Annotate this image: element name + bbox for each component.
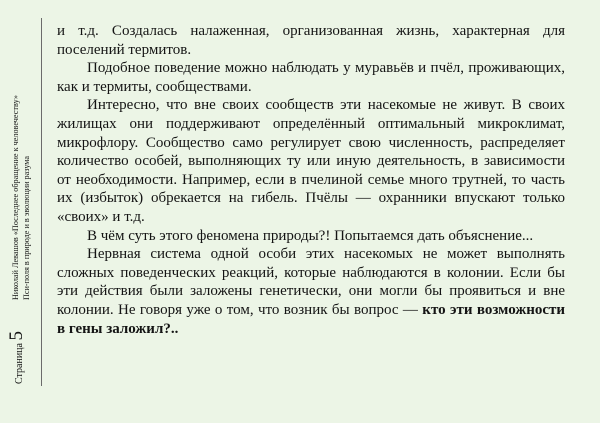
page-number: 5	[6, 331, 27, 341]
paragraph-2: Подобное поведение можно наблюдать у муравьёв и пчёл, проживающих, как и термиты, сообществами.	[57, 60, 565, 95]
margin-divider-line	[41, 18, 42, 386]
paragraph-5-emphasis: кто эти возможности в гены заложил?..	[57, 301, 566, 337]
page-indicator	[5, 331, 32, 384]
paragraph-1: и т.д. Создалась налаженная, организованная жизнь, характерная для поселений термитов.	[57, 23, 565, 58]
page-margin-sidebar	[0, 0, 42, 423]
paragraph-5	[57, 245, 565, 338]
paragraph-3: Интересно, что вне своих сообществ эти насекомые не живут. В своих жилищах они поддерживают определённый оптимальный микроклимат, микрофлору. Сообщество само регулирует свою численность, распределяет количество особей, выполняющих ту или иную деятельность, в зависимости от необходимости. Например, если в пчелиной семье много трутней, то часть их (избыток) обрекается на гибель. Пчёлы — охранники впускают только «своих» и т.д.	[57, 97, 565, 225]
book-author-title: Николай Левашов «Последнее обращение к человечеству»	[11, 95, 20, 300]
paragraph-5-text: Нервная система одной особи этих насекомых не может выполнять сложных поведенческих реакций, которые наблюдаются в колонии. Если бы эти действия были заложены генетически, они могли бы проявиться и вне колонии. Не говоря уже о том, что возник бы вопрос —	[57, 246, 565, 318]
chapter-subtitle: Пси-поля в природе и в эволюции разума	[22, 155, 31, 300]
page-label: Страница	[14, 343, 25, 384]
page-body-text	[57, 22, 565, 338]
paragraph-4: В чём суть этого феномена природы?! Попытаемся дать объяснение...	[87, 227, 534, 244]
